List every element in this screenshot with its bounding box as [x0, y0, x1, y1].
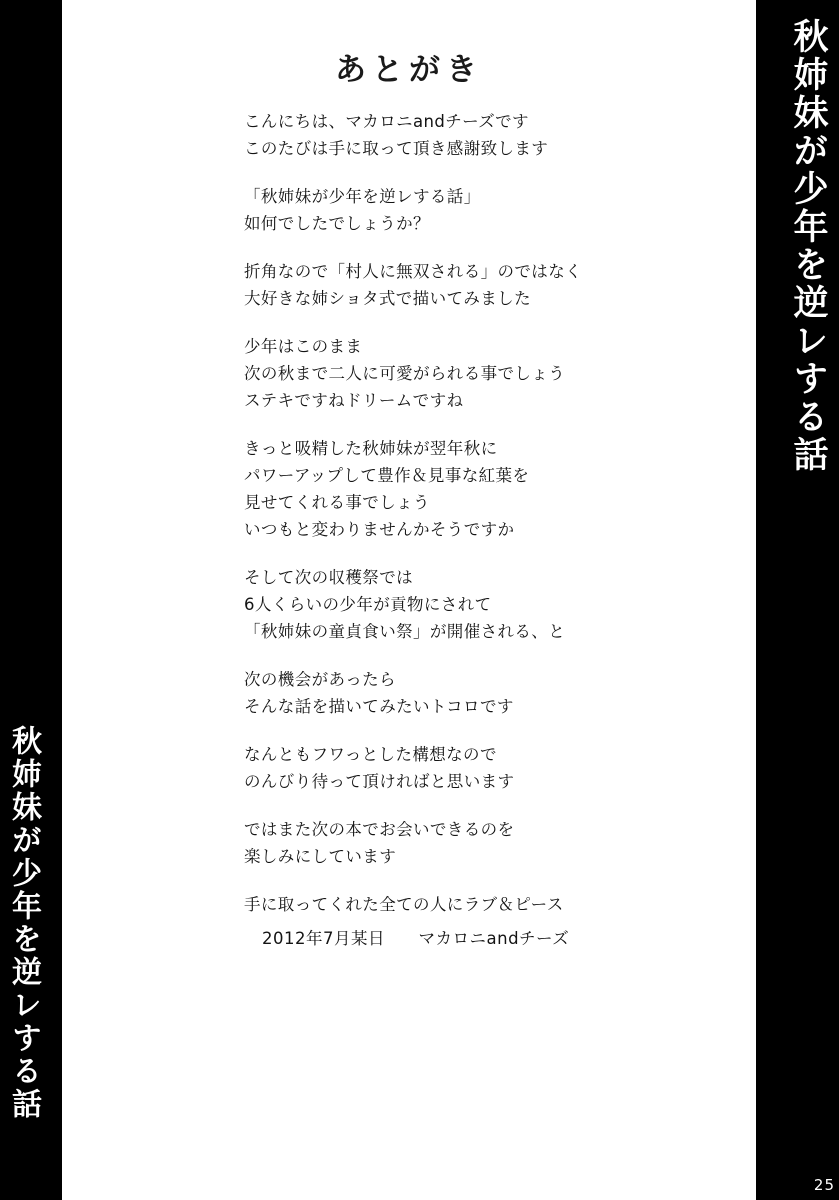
- spine-title-left: 秋姉妹が少年を逆レする話: [6, 725, 41, 1121]
- paragraph: [244, 816, 714, 870]
- text-line: そんな話を描いてみたいトコロです: [244, 697, 514, 716]
- paragraph: [244, 741, 714, 795]
- paragraph: [244, 333, 714, 414]
- spine-title-right: 秋姉妹が少年を逆レする話: [788, 18, 828, 474]
- afterword-body: [244, 108, 714, 939]
- text-line: 如何でしたでしょうか？: [244, 214, 430, 233]
- text-line: 「秋姉妹の童貞食い祭」が開催される、と: [244, 622, 566, 641]
- text-line: 少年はこのまま: [244, 337, 363, 356]
- paragraph: [244, 258, 714, 312]
- page-title: あとがき: [335, 52, 483, 88]
- text-line: 折角なので「村人に無双される」のではなく: [244, 262, 582, 281]
- text-line: 楽しみにしています: [244, 847, 397, 866]
- text-line: のんびり待って頂ければと思います: [244, 772, 515, 791]
- text-line: ではまた次の本でお会いできるのを: [244, 820, 515, 839]
- signature-author: マカロニandチーズ: [418, 929, 570, 948]
- text-line: パワーアップして豊作＆見事な紅葉を: [244, 466, 530, 485]
- page-number: 25: [813, 1176, 835, 1194]
- text-line: なんともフワっとした構想なので: [244, 745, 497, 764]
- text-line: このたびは手に取って頂き感謝致します: [244, 139, 549, 158]
- paragraph: [244, 435, 714, 543]
- text-line: 次の秋まで二人に可愛がられる事でしょう: [244, 364, 566, 383]
- text-line: こんにちは、マカロニandチーズです: [244, 112, 529, 131]
- signature-date: 2012年7月某日: [262, 929, 385, 948]
- text-line: ステキですねドリームですね: [244, 391, 464, 410]
- text-line: 大好きな姉ショタ式で描いてみました: [244, 289, 531, 308]
- paragraph: [244, 183, 714, 237]
- paragraph: [244, 108, 714, 162]
- text-line: そして次の収穫祭では: [244, 568, 413, 587]
- text-line: 6人くらいの少年が貢物にされて: [244, 595, 492, 614]
- text-line: 見せてくれる事でしょう: [244, 493, 430, 512]
- paragraph: [244, 666, 714, 720]
- text-line: 「秋姉妹が少年を逆レする話」: [244, 187, 481, 206]
- signature-block: [262, 925, 569, 949]
- paragraph: [244, 891, 714, 918]
- text-line: きっと吸精した秋姉妹が翌年秋に: [244, 439, 498, 458]
- text-line: いつもと変わりませんかそうですか: [244, 520, 515, 539]
- text-line: 次の機会があったら: [244, 670, 396, 689]
- paragraph: [244, 564, 714, 645]
- page-content: [62, 0, 756, 1200]
- text-line: 手に取ってくれた全ての人にラブ＆ピース: [244, 895, 564, 914]
